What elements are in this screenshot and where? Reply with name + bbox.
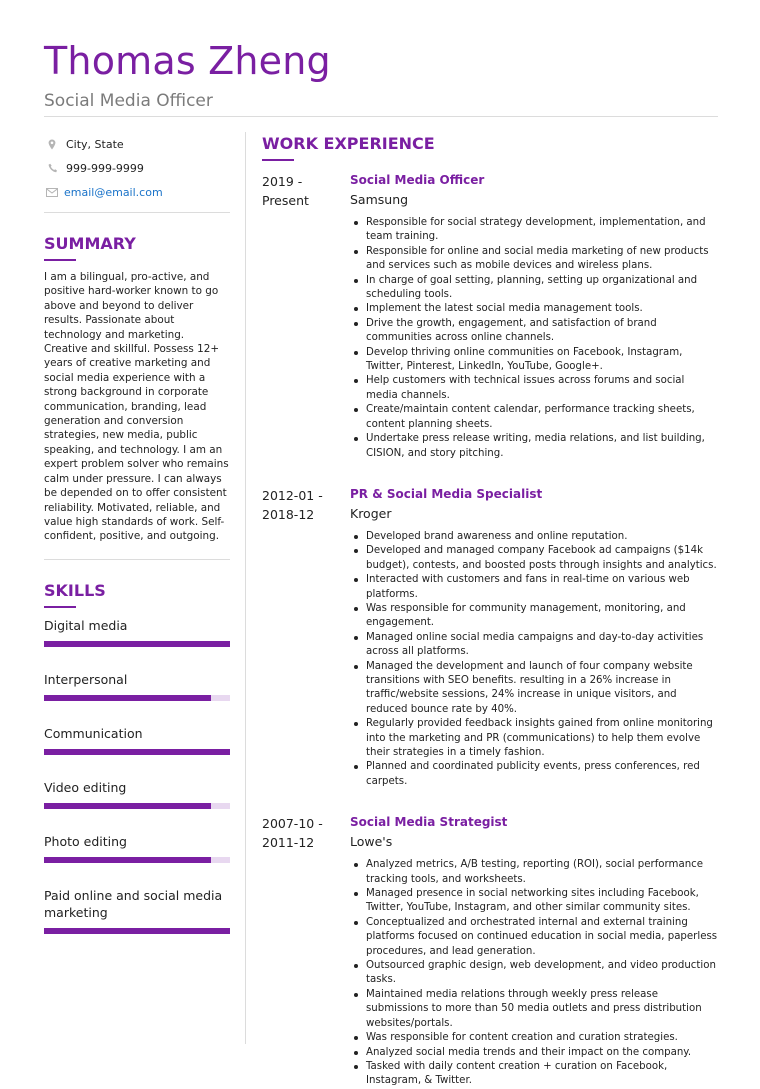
- job-details: [350, 813, 718, 1089]
- job-bullet: Interacted with customers and fans in real-time on various web platforms.: [350, 573, 718, 602]
- job-bullet: Managed online social media campaigns and day-to-day activities across all platforms.: [350, 631, 718, 660]
- job-responsibilities: [350, 216, 718, 461]
- experience-heading: WORK EXPERIENCE: [262, 134, 435, 153]
- skills-list: [44, 617, 230, 934]
- job-bullet: Help customers with technical issues across forums and social media channels.: [350, 374, 718, 403]
- skill-level-fill: [44, 928, 230, 934]
- skill-item: [44, 779, 230, 809]
- phone-icon: [48, 163, 66, 173]
- job-date-end: 2011-12: [262, 835, 315, 851]
- summary-section: [44, 234, 230, 544]
- envelope-icon: [46, 188, 64, 197]
- skill-level-bar: [44, 857, 230, 863]
- job-bullet: Regularly provided feedback insights gained from online monitoring into the marketing and PR (communications) to help them evolve their strategies in a timely fashion.: [350, 717, 718, 760]
- job-bullet: Outsourced graphic design, web development, and video production tasks.: [350, 959, 718, 988]
- job-responsibilities: [350, 530, 718, 789]
- skill-name: Paid online and social media marketing: [44, 887, 223, 920]
- job-bullet: Analyzed social media trends and their impact on the company.: [350, 1046, 718, 1060]
- skill-name: Video editing: [44, 779, 127, 795]
- resume-header: [44, 38, 718, 112]
- skill-level-fill: [44, 695, 211, 701]
- skill-name: Photo editing: [44, 833, 127, 849]
- job-dates: [262, 485, 350, 789]
- left-column: [44, 132, 230, 934]
- job-bullet: Analyzed metrics, A/B testing, reporting (ROI), social performance tracking tools, and worksheets.: [350, 858, 718, 887]
- job-date-end: 2018-12: [262, 506, 315, 522]
- job-bullet: Undertake press release writing, media relations, and list building, CISION, and story pitching.: [350, 432, 718, 461]
- header-divider: [44, 116, 718, 117]
- job-bullet: Managed the development and launch of four company website transitions with SEO benefits. resulting in a 26% increase in traffic/website sessions, 24% increase in unique visitors, and reduced bounce rate by 40%.: [350, 660, 718, 718]
- job-bullet: Drive the growth, engagement, and satisfaction of brand communities across online channels.: [350, 317, 718, 346]
- skills-heading-underline: [44, 606, 76, 608]
- job-date-start: 2007-10 -: [262, 816, 323, 832]
- job-title: Social Media Officer: [350, 173, 485, 187]
- skill-item: [44, 725, 230, 755]
- job-bullet: Implement the latest social media management tools.: [350, 302, 718, 316]
- candidate-name: Thomas Zheng: [44, 39, 331, 83]
- skill-name: Digital media: [44, 617, 128, 633]
- skill-name: Interpersonal: [44, 671, 128, 687]
- job-bullet: Managed presence in social networking sites including Facebook, Twitter, YouTube, Instagram, and other similar community sites.: [350, 887, 718, 916]
- job-bullet: Tasked with daily content creation + curation on Facebook, Instagram, & Twitter.: [350, 1060, 718, 1089]
- skill-level-bar: [44, 928, 230, 934]
- skill-level-fill: [44, 857, 211, 863]
- job-date-start: 2012-01 -: [262, 487, 323, 503]
- skill-item: [44, 887, 230, 934]
- job-bullet: Developed and managed company Facebook ad campaigns ($14k budget), contests, and boosted posts through insights and analytics.: [350, 544, 718, 573]
- skill-item: [44, 833, 230, 863]
- column-divider: [245, 132, 246, 1044]
- job-dates: [262, 813, 350, 1089]
- job-details: [350, 171, 718, 461]
- job-title: Social Media Strategist: [350, 815, 508, 830]
- summary-text: I am a bilingual, pro-active, and positive hard-worker known to go above and beyond to deliver results. Passionate about technology and marketing. Creative and skillful. Possess 12+ years of creative marketing and social media experience with a strong background in corporate communication, branding, lead generation and conversion strategies, new media, public speaking, and technology. I am an expert problem solver who remains calm under pressure. I can always be depended on to offer consistent reliability. Motivated, reliable, and value high standards of work. Self-confident, positive, and outgoing.: [44, 271, 229, 543]
- job-entry: [262, 171, 718, 461]
- job-bullet: Create/maintain content calendar, performance tracking sheets, content planning sheets.: [350, 403, 718, 432]
- job-details: [350, 485, 718, 789]
- job-dates: [262, 171, 350, 461]
- job-bullet: Developed brand awareness and online reputation.: [350, 530, 718, 544]
- contact-divider: [44, 212, 230, 213]
- job-company: Samsung: [350, 192, 409, 207]
- skill-level-fill: [44, 641, 230, 647]
- job-bullet: Responsible for social strategy development, implementation, and team training.: [350, 216, 718, 245]
- skills-heading: SKILLS: [44, 580, 106, 600]
- job-date-end: Present: [262, 193, 309, 208]
- candidate-title: Social Media Officer: [44, 91, 213, 111]
- job-bullet: Maintained media relations through weekly press release submissions to more than 50 media outlets and press distribution websites/portals.: [350, 988, 718, 1031]
- contact-phone-text: 999-999-9999: [66, 161, 144, 175]
- skill-level-bar: [44, 749, 230, 755]
- contact-location: [48, 132, 230, 156]
- job-title: PR & Social Media Specialist: [350, 486, 543, 501]
- email-link[interactable]: email@email.com: [64, 185, 163, 199]
- job-bullet: Was responsible for community management, monitoring, and engagement.: [350, 602, 718, 631]
- skill-level-bar: [44, 695, 230, 701]
- skill-level-fill: [44, 749, 230, 755]
- skill-item: [44, 671, 230, 701]
- job-responsibilities: [350, 858, 718, 1089]
- right-column: [262, 134, 718, 1089]
- skill-level-bar: [44, 803, 230, 809]
- job-bullet: Responsible for online and social media marketing of new products and services such as mobile devices and wireless plans.: [350, 245, 718, 274]
- location-pin-icon: [48, 139, 66, 150]
- summary-heading-underline: [44, 259, 76, 261]
- jobs-list: [262, 171, 718, 1089]
- experience-heading-underline: [262, 159, 294, 161]
- job-bullet: Planned and coordinated publicity events, press conferences, red carpets.: [350, 760, 718, 789]
- skill-level-fill: [44, 803, 211, 809]
- skill-level-bar: [44, 641, 230, 647]
- job-entry: [262, 485, 718, 789]
- contact-email[interactable]: [46, 180, 230, 204]
- job-entry: [262, 813, 718, 1089]
- contact-section: [44, 132, 230, 204]
- contact-location-text: City, State: [66, 137, 124, 151]
- summary-heading: SUMMARY: [44, 234, 136, 253]
- job-bullet: Conceptualized and orchestrated internal and external training platforms focused on continued education in social media, paperless procedures, and lead generation.: [350, 916, 718, 959]
- job-company: Kroger: [350, 505, 392, 521]
- job-bullet: In charge of goal setting, planning, setting up organizational and scheduling tools.: [350, 274, 718, 303]
- job-bullet: Develop thriving online communities on Facebook, Instagram, Twitter, Pinterest, LinkedIn, YouTube, Google+.: [350, 346, 718, 375]
- job-bullet: Was responsible for content creation and curation strategies.: [350, 1031, 718, 1045]
- summary-divider: [44, 559, 230, 560]
- skill-item: [44, 617, 230, 647]
- job-company: Lowe's: [350, 834, 393, 850]
- job-date-start: 2019 -: [262, 174, 303, 189]
- contact-phone: [48, 156, 230, 180]
- skill-name: Communication: [44, 725, 143, 741]
- skills-section: [44, 581, 230, 934]
